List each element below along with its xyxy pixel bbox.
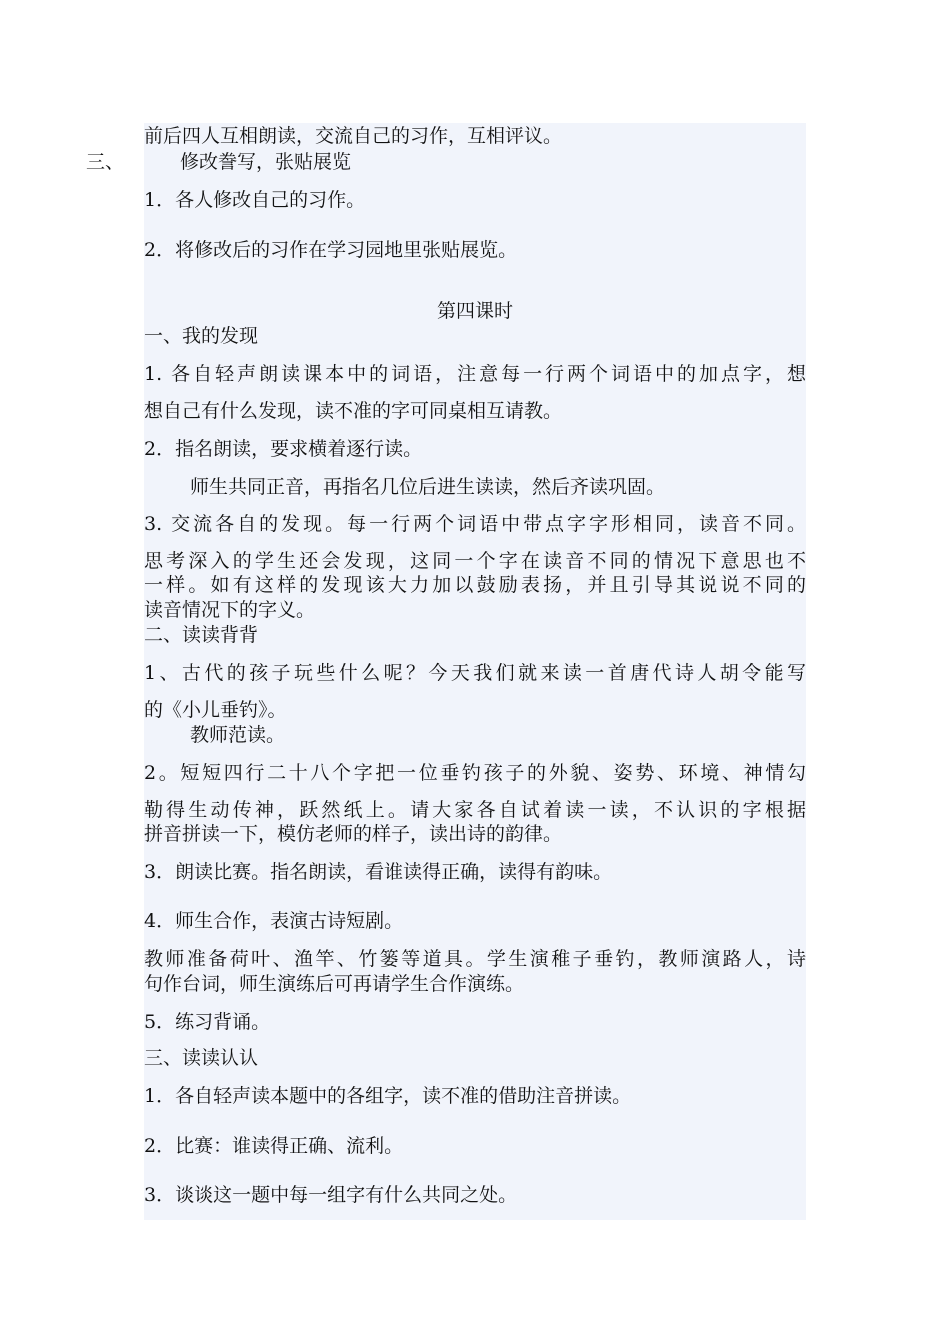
text-line: 想自己有什么发现，读不准的字可同桌相互请教。 bbox=[144, 400, 563, 422]
text-line: 一样。如有这样的发现该大力加以鼓励表扬，并且引导其说说不同的 bbox=[144, 574, 806, 596]
text-line: 拼音拼读一下，模仿老师的样子，读出诗的韵律。 bbox=[144, 823, 563, 845]
text-line: 2．指名朗读，要求横着逐行读。 bbox=[144, 438, 423, 460]
text-line: 师生共同正音，再指名几位后进生读读，然后齐读巩固。 bbox=[190, 476, 666, 498]
text-line: 2．比赛：谁读得正确、流利。 bbox=[144, 1135, 404, 1157]
text-line: 读音情况下的字义。 bbox=[144, 599, 316, 621]
text-line: 1．各自轻声读本题中的各组字，读不准的借助注音拼读。 bbox=[144, 1085, 632, 1107]
text-line: 的《小儿垂钓》。 bbox=[144, 699, 287, 721]
text-line: 思考深入的学生还会发现，这同一个字在读音不同的情况下意思也不 bbox=[144, 550, 806, 572]
text-line: 3．朗读比赛。指名朗读，看谁读得正确，读得有韵味。 bbox=[144, 861, 613, 883]
text-line: 勒得生动传神，跃然纸上。请大家各自试着读一读，不认识的字根据 bbox=[144, 799, 806, 821]
text-line: 1、古代的孩子玩些什么呢？今天我们就来读一首唐代诗人胡令能写 bbox=[144, 662, 806, 684]
section-heading: 二、读读背背 bbox=[144, 624, 259, 646]
text-line: 4．师生合作，表演古诗短剧。 bbox=[144, 910, 404, 932]
text-line: 2。短短四行二十八个字把一位垂钓孩子的外貌、姿势、环境、神情勾 bbox=[144, 762, 806, 784]
section-number: 三、 bbox=[86, 151, 125, 173]
section-heading: 修改誊写，张贴展览 bbox=[180, 151, 352, 173]
text-line: 教师准备荷叶、渔竿、竹篓等道具。学生演稚子垂钓，教师演路人，诗 bbox=[144, 948, 806, 970]
text-line: 前后四人互相朗读，交流自己的习作，互相评议。 bbox=[144, 125, 563, 147]
text-line: 句作台词，师生演练后可再请学生合作演练。 bbox=[144, 973, 525, 995]
section-heading: 一、我的发现 bbox=[144, 325, 259, 347]
text-line: 5．练习背诵。 bbox=[144, 1011, 271, 1033]
text-line: 2．将修改后的习作在学习园地里张贴展览。 bbox=[144, 239, 518, 261]
text-line: 3．谈谈这一题中每一组字有什么共同之处。 bbox=[144, 1184, 518, 1206]
section-heading: 三、读读认认 bbox=[144, 1047, 259, 1069]
text-line: 3. 交流各自的发现。每一行两个词语中带点字字形相同，读音不同。 bbox=[144, 513, 806, 535]
text-line: 1．各人修改自己的习作。 bbox=[144, 189, 366, 211]
text-line: 1. 各自轻声朗读课本中的词语，注意每一行两个词语中的加点字，想 bbox=[144, 363, 806, 385]
text-line: 教师范读。 bbox=[190, 724, 286, 746]
lesson-title: 第四课时 bbox=[436, 300, 513, 322]
